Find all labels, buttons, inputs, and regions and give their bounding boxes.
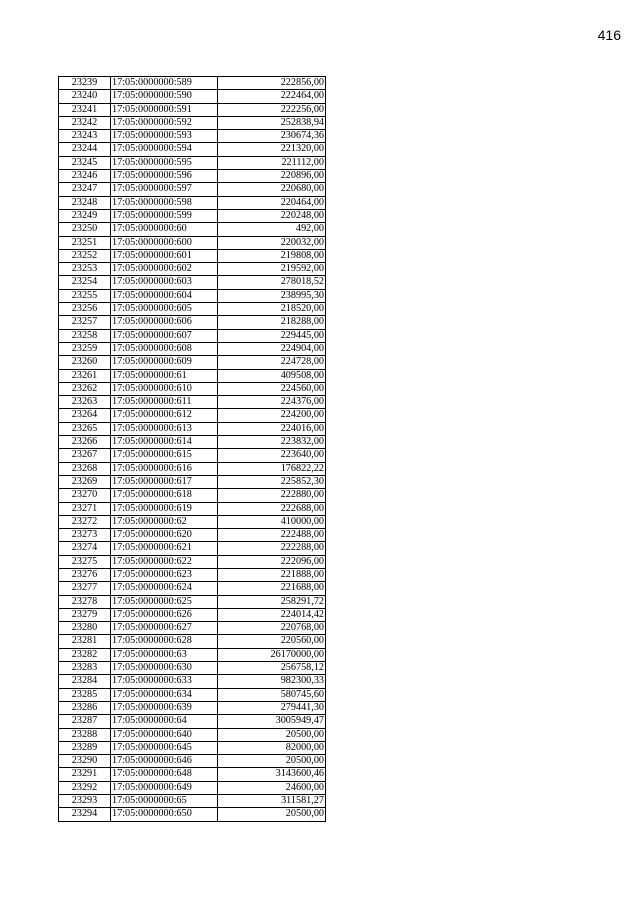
value-cell: 222856,00 [218, 77, 326, 90]
table-row [59, 209, 326, 222]
table-row [59, 103, 326, 116]
table-row [59, 236, 326, 249]
value-cell: 256758,12 [218, 662, 326, 675]
value-cell: 24600,00 [218, 781, 326, 794]
cadastral-number-cell: 17:05:0000000:63 [111, 648, 218, 661]
cadastral-number-cell: 17:05:0000000:610 [111, 382, 218, 395]
cadastral-number-cell: 17:05:0000000:602 [111, 263, 218, 276]
value-cell: 221112,00 [218, 156, 326, 169]
cadastral-number-cell: 17:05:0000000:645 [111, 741, 218, 754]
cadastral-number-cell: 17:05:0000000:640 [111, 728, 218, 741]
value-cell: 220248,00 [218, 209, 326, 222]
cadastral-number-cell: 17:05:0000000:601 [111, 249, 218, 262]
row-number-cell: 23286 [59, 701, 111, 714]
row-number-cell: 23245 [59, 156, 111, 169]
value-cell: 230674,36 [218, 130, 326, 143]
row-number-cell: 23255 [59, 289, 111, 302]
value-cell: 224014,42 [218, 608, 326, 621]
row-number-cell: 23269 [59, 475, 111, 488]
value-cell: 224560,00 [218, 382, 326, 395]
cadastral-number-cell: 17:05:0000000:595 [111, 156, 218, 169]
table-row [59, 316, 326, 329]
table-row [59, 688, 326, 701]
row-number-cell: 23260 [59, 356, 111, 369]
row-number-cell: 23247 [59, 183, 111, 196]
value-cell: 279441,30 [218, 701, 326, 714]
row-number-cell: 23278 [59, 595, 111, 608]
table-row [59, 701, 326, 714]
cadastral-number-cell: 17:05:0000000:614 [111, 436, 218, 449]
page-number: 416 [597, 27, 621, 43]
table-row [59, 156, 326, 169]
table-row [59, 303, 326, 316]
cadastral-number-cell: 17:05:0000000:626 [111, 608, 218, 621]
table-row [59, 529, 326, 542]
row-number-cell: 23249 [59, 209, 111, 222]
cadastral-number-cell: 17:05:0000000:633 [111, 675, 218, 688]
cadastral-number-cell: 17:05:0000000:612 [111, 409, 218, 422]
row-number-cell: 23241 [59, 103, 111, 116]
cadastral-number-cell: 17:05:0000000:611 [111, 396, 218, 409]
table-row [59, 741, 326, 754]
cadastral-number-cell: 17:05:0000000:591 [111, 103, 218, 116]
cadastral-number-cell: 17:05:0000000:616 [111, 462, 218, 475]
table-row [59, 808, 326, 821]
table-row [59, 196, 326, 209]
cadastral-number-cell: 17:05:0000000:650 [111, 808, 218, 821]
row-number-cell: 23292 [59, 781, 111, 794]
row-number-cell: 23251 [59, 236, 111, 249]
cadastral-number-cell: 17:05:0000000:589 [111, 77, 218, 90]
row-number-cell: 23280 [59, 622, 111, 635]
cadastral-number-cell: 17:05:0000000:593 [111, 130, 218, 143]
value-cell: 580745,60 [218, 688, 326, 701]
value-cell: 222288,00 [218, 542, 326, 555]
row-number-cell: 23248 [59, 196, 111, 209]
cadastral-number-cell: 17:05:0000000:64 [111, 715, 218, 728]
value-cell: 224200,00 [218, 409, 326, 422]
value-cell: 3005949,47 [218, 715, 326, 728]
value-cell: 224728,00 [218, 356, 326, 369]
value-cell: 278018,52 [218, 276, 326, 289]
value-cell: 220464,00 [218, 196, 326, 209]
value-cell: 82000,00 [218, 741, 326, 754]
cadastral-number-cell: 17:05:0000000:597 [111, 183, 218, 196]
row-number-cell: 23289 [59, 741, 111, 754]
row-number-cell: 23294 [59, 808, 111, 821]
cadastral-number-cell: 17:05:0000000:61 [111, 369, 218, 382]
row-number-cell: 23272 [59, 515, 111, 528]
cadastral-number-cell: 17:05:0000000:605 [111, 303, 218, 316]
row-number-cell: 23293 [59, 795, 111, 808]
row-number-cell: 23240 [59, 90, 111, 103]
value-cell: 229445,00 [218, 329, 326, 342]
value-cell: 258291,72 [218, 595, 326, 608]
cadastral-number-cell: 17:05:0000000:615 [111, 449, 218, 462]
table-row [59, 77, 326, 90]
row-number-cell: 23253 [59, 263, 111, 276]
row-number-cell: 23266 [59, 436, 111, 449]
table-row [59, 728, 326, 741]
value-cell: 218520,00 [218, 303, 326, 316]
value-cell: 222256,00 [218, 103, 326, 116]
cadastral-number-cell: 17:05:0000000:62 [111, 515, 218, 528]
row-number-cell: 23274 [59, 542, 111, 555]
value-cell: 238995,30 [218, 289, 326, 302]
table-row [59, 223, 326, 236]
value-cell: 220768,00 [218, 622, 326, 635]
table-row [59, 249, 326, 262]
cadastral-number-cell: 17:05:0000000:621 [111, 542, 218, 555]
table-row [59, 130, 326, 143]
value-cell: 219592,00 [218, 263, 326, 276]
value-cell: 492,00 [218, 223, 326, 236]
cadastral-number-cell: 17:05:0000000:60 [111, 223, 218, 236]
row-number-cell: 23256 [59, 303, 111, 316]
row-number-cell: 23243 [59, 130, 111, 143]
table-row [59, 781, 326, 794]
row-number-cell: 23288 [59, 728, 111, 741]
value-cell: 225852,30 [218, 475, 326, 488]
value-cell: 220680,00 [218, 183, 326, 196]
row-number-cell: 23258 [59, 329, 111, 342]
table-row [59, 276, 326, 289]
value-cell: 222464,00 [218, 90, 326, 103]
row-number-cell: 23262 [59, 382, 111, 395]
cadastral-number-cell: 17:05:0000000:648 [111, 768, 218, 781]
cadastral-number-cell: 17:05:0000000:639 [111, 701, 218, 714]
table-row [59, 289, 326, 302]
value-cell: 223640,00 [218, 449, 326, 462]
row-number-cell: 23242 [59, 116, 111, 129]
value-cell: 220896,00 [218, 170, 326, 183]
table-row [59, 608, 326, 621]
value-cell: 311581,27 [218, 795, 326, 808]
row-number-cell: 23259 [59, 342, 111, 355]
table-row [59, 143, 326, 156]
cadastral-number-cell: 17:05:0000000:623 [111, 568, 218, 581]
value-cell: 410000,00 [218, 515, 326, 528]
cadastral-number-cell: 17:05:0000000:628 [111, 635, 218, 648]
cadastral-number-cell: 17:05:0000000:592 [111, 116, 218, 129]
table-row [59, 369, 326, 382]
value-cell: 222096,00 [218, 555, 326, 568]
table-row [59, 568, 326, 581]
row-number-cell: 23246 [59, 170, 111, 183]
table-row [59, 462, 326, 475]
row-number-cell: 23257 [59, 316, 111, 329]
cadastral-number-cell: 17:05:0000000:634 [111, 688, 218, 701]
cadastral-number-cell: 17:05:0000000:598 [111, 196, 218, 209]
value-cell: 176822,22 [218, 462, 326, 475]
table-row [59, 183, 326, 196]
table-row [59, 542, 326, 555]
table-row [59, 409, 326, 422]
row-number-cell: 23271 [59, 502, 111, 515]
cadastral-number-cell: 17:05:0000000:613 [111, 422, 218, 435]
cadastral-number-cell: 17:05:0000000:619 [111, 502, 218, 515]
value-cell: 224904,00 [218, 342, 326, 355]
table-row [59, 475, 326, 488]
value-cell: 221888,00 [218, 568, 326, 581]
row-number-cell: 23250 [59, 223, 111, 236]
table-row [59, 116, 326, 129]
cadastral-number-cell: 17:05:0000000:624 [111, 582, 218, 595]
table-row [59, 595, 326, 608]
cadastral-number-cell: 17:05:0000000:590 [111, 90, 218, 103]
value-cell: 224016,00 [218, 422, 326, 435]
cadastral-number-cell: 17:05:0000000:607 [111, 329, 218, 342]
row-number-cell: 23265 [59, 422, 111, 435]
table-row [59, 648, 326, 661]
row-number-cell: 23254 [59, 276, 111, 289]
value-cell: 220560,00 [218, 635, 326, 648]
table-row [59, 715, 326, 728]
table-row [59, 675, 326, 688]
table-row [59, 170, 326, 183]
table-row [59, 515, 326, 528]
row-number-cell: 23283 [59, 662, 111, 675]
cadastral-number-cell: 17:05:0000000:625 [111, 595, 218, 608]
value-cell: 20500,00 [218, 808, 326, 821]
cadastral-number-cell: 17:05:0000000:603 [111, 276, 218, 289]
cadastral-number-cell: 17:05:0000000:618 [111, 489, 218, 502]
row-number-cell: 23264 [59, 409, 111, 422]
cadastral-number-cell: 17:05:0000000:646 [111, 755, 218, 768]
row-number-cell: 23244 [59, 143, 111, 156]
table-row [59, 90, 326, 103]
row-number-cell: 23291 [59, 768, 111, 781]
cadastral-number-cell: 17:05:0000000:622 [111, 555, 218, 568]
cadastral-number-cell: 17:05:0000000:609 [111, 356, 218, 369]
row-number-cell: 23282 [59, 648, 111, 661]
value-cell: 221320,00 [218, 143, 326, 156]
value-cell: 26170000,00 [218, 648, 326, 661]
row-number-cell: 23261 [59, 369, 111, 382]
table-row [59, 329, 326, 342]
cadastral-number-cell: 17:05:0000000:596 [111, 170, 218, 183]
cadastral-number-cell: 17:05:0000000:606 [111, 316, 218, 329]
row-number-cell: 23268 [59, 462, 111, 475]
table-row [59, 263, 326, 276]
table-row [59, 582, 326, 595]
table-row [59, 795, 326, 808]
value-cell: 222880,00 [218, 489, 326, 502]
row-number-cell: 23252 [59, 249, 111, 262]
table-row [59, 489, 326, 502]
cadastral-number-cell: 17:05:0000000:608 [111, 342, 218, 355]
value-cell: 20500,00 [218, 755, 326, 768]
table-row [59, 635, 326, 648]
cadastral-number-cell: 17:05:0000000:600 [111, 236, 218, 249]
row-number-cell: 23277 [59, 582, 111, 595]
table-row [59, 768, 326, 781]
table-row [59, 622, 326, 635]
cadastral-number-cell: 17:05:0000000:649 [111, 781, 218, 794]
row-number-cell: 23279 [59, 608, 111, 621]
cadastral-number-cell: 17:05:0000000:627 [111, 622, 218, 635]
value-cell: 409508,00 [218, 369, 326, 382]
table-row [59, 436, 326, 449]
cadastral-number-cell: 17:05:0000000:594 [111, 143, 218, 156]
row-number-cell: 23284 [59, 675, 111, 688]
table-row [59, 342, 326, 355]
table-row [59, 502, 326, 515]
cadastral-number-cell: 17:05:0000000:617 [111, 475, 218, 488]
table-row [59, 356, 326, 369]
row-number-cell: 23276 [59, 568, 111, 581]
cadastral-number-cell: 17:05:0000000:599 [111, 209, 218, 222]
table-row [59, 662, 326, 675]
table-row [59, 382, 326, 395]
cadastral-number-cell: 17:05:0000000:65 [111, 795, 218, 808]
row-number-cell: 23287 [59, 715, 111, 728]
row-number-cell: 23275 [59, 555, 111, 568]
cadastral-value-table [58, 76, 326, 822]
row-number-cell: 23281 [59, 635, 111, 648]
value-cell: 223832,00 [218, 436, 326, 449]
value-cell: 221688,00 [218, 582, 326, 595]
value-cell: 982300,33 [218, 675, 326, 688]
row-number-cell: 23273 [59, 529, 111, 542]
value-cell: 218288,00 [218, 316, 326, 329]
value-cell: 222688,00 [218, 502, 326, 515]
value-cell: 220032,00 [218, 236, 326, 249]
table-row [59, 755, 326, 768]
cadastral-number-cell: 17:05:0000000:630 [111, 662, 218, 675]
row-number-cell: 23263 [59, 396, 111, 409]
table-row [59, 396, 326, 409]
cadastral-number-cell: 17:05:0000000:620 [111, 529, 218, 542]
value-cell: 224376,00 [218, 396, 326, 409]
row-number-cell: 23270 [59, 489, 111, 502]
row-number-cell: 23267 [59, 449, 111, 462]
value-cell: 222488,00 [218, 529, 326, 542]
value-cell: 3143600,46 [218, 768, 326, 781]
row-number-cell: 23290 [59, 755, 111, 768]
value-cell: 252838,94 [218, 116, 326, 129]
table-body [59, 77, 326, 822]
row-number-cell: 23285 [59, 688, 111, 701]
value-cell: 219808,00 [218, 249, 326, 262]
table-row [59, 555, 326, 568]
table-row [59, 422, 326, 435]
cadastral-number-cell: 17:05:0000000:604 [111, 289, 218, 302]
value-cell: 20500,00 [218, 728, 326, 741]
row-number-cell: 23239 [59, 77, 111, 90]
table-row [59, 449, 326, 462]
